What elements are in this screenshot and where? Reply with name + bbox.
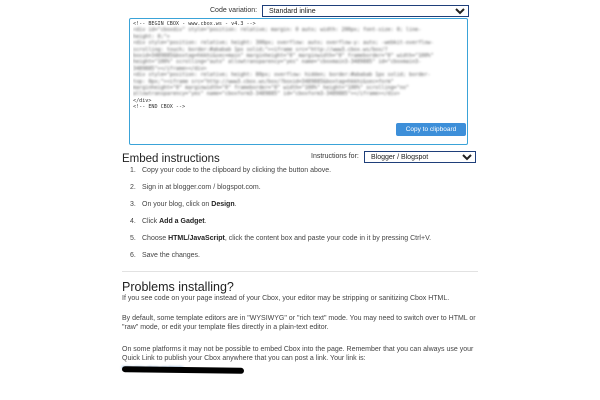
step-number: 2. <box>130 184 136 191</box>
step-number: 3. <box>130 201 136 208</box>
step-emphasis: Add a Gadget <box>159 218 205 225</box>
problems-paragraph-2: By default, some template editors are in "WYSIWYG" or "rich text" mode. You may need to switch over to HTML or "raw" mode, or edit your template files directly in a plain-text editor. <box>122 315 476 331</box>
code-variation-label: Code variation: <box>210 7 258 14</box>
step-text-end: . <box>204 218 207 225</box>
code-line: height="100%" scrolling="auto" allowtransparency="yes" name="cboxmain3-3489885" id="cboxmain3- <box>133 59 422 66</box>
code-line: <div id="cboxdiv" style="position: relative; margin: 0 auto; width: 200px; font-size: 0; line- <box>133 27 422 34</box>
embed-step <box>130 184 261 191</box>
code-line: <!-- END CBOX --> <box>133 104 186 111</box>
code-line: <div style="position: relative; height: 80px; overflow: hidden; border:#ababab 1px solid; border- <box>133 72 431 79</box>
embed-step <box>130 235 431 242</box>
step-text: On your blog, click on <box>142 201 212 208</box>
instructions-for-label: Instructions for: <box>311 153 359 160</box>
step-text-end: . <box>234 201 237 208</box>
code-line: allowtransparency="yes" name="cboxform3-3489885" id="cboxform3-3489885"></iframe></div> <box>133 91 400 98</box>
embed-instructions-heading: Embed instructions <box>122 153 220 165</box>
embed-step <box>130 218 207 225</box>
problems-paragraph-1: If you see code on your page instead of your Cbox, your editor may be stripping or sanitizing Cbox HTML. <box>122 295 450 302</box>
code-line: height: 0;"> <box>133 33 170 40</box>
code-line: boxid=3489885&boxtag=hkkhi&sec=main" marginheight="0" marginwidth="0" frameborder="0" width="100%" <box>133 53 434 60</box>
step-number: 1. <box>130 167 136 174</box>
step-number: 5. <box>130 235 136 242</box>
step-emphasis: Design <box>211 201 235 208</box>
code-line: </div> <box>133 97 152 104</box>
code-line: marginheight="0" marginwidth="0" frameborder="0" width="100%" height="100%" scrolling="no" <box>133 85 410 92</box>
step-emphasis: HTML/JavaScript <box>168 235 225 242</box>
embed-step <box>130 167 331 174</box>
code-line: top: 0px;"><iframe src="http://www3.cbox.ws/box/?boxid=3489885&boxtag=hkkhi&sec=form" <box>133 78 394 85</box>
step-text: Save the changes. <box>142 252 200 259</box>
redaction-bar <box>122 366 244 374</box>
section-divider <box>122 271 478 272</box>
step-text: Choose <box>142 235 169 242</box>
code-line: <!-- BEGIN CBOX - www.cbox.ws - v4.3 --> <box>133 21 256 27</box>
code-variation-select[interactable] <box>262 5 469 17</box>
step-text: Click <box>142 218 160 225</box>
code-line: 3489885"></iframe></div> <box>133 65 207 72</box>
step-number: 6. <box>130 252 136 259</box>
code-line: scrolling: touch; border:#ababab 1px solid;"><iframe src="http://www3.cbox.ws/box/? <box>133 46 388 53</box>
instructions-platform-select[interactable] <box>364 151 476 163</box>
problems-heading: Problems installing? <box>122 280 234 294</box>
step-number: 4. <box>130 218 136 225</box>
step-text: Sign in at blogger.com / blogspot.com. <box>142 184 261 191</box>
copy-to-clipboard-button[interactable]: Copy to clipboard <box>396 123 466 136</box>
code-line: <div style="position: relative; height: 300px; overflow: auto; overflow-y: auto; -webkit-overflow- <box>133 40 434 47</box>
step-text-end: , click the content box and paste your code in it by pressing Ctrl+V. <box>224 235 432 242</box>
problems-paragraph-3: On some platforms it may not be possible to embed Cbox into the page. Remember that you can always use your Quick Link to publish your Cbox anywhere that you can post a link. Your link is: <box>122 346 474 362</box>
step-text: Copy your code to the clipboard by clicking the button above. <box>142 167 332 174</box>
embed-step <box>130 201 237 208</box>
embed-step <box>130 252 200 259</box>
